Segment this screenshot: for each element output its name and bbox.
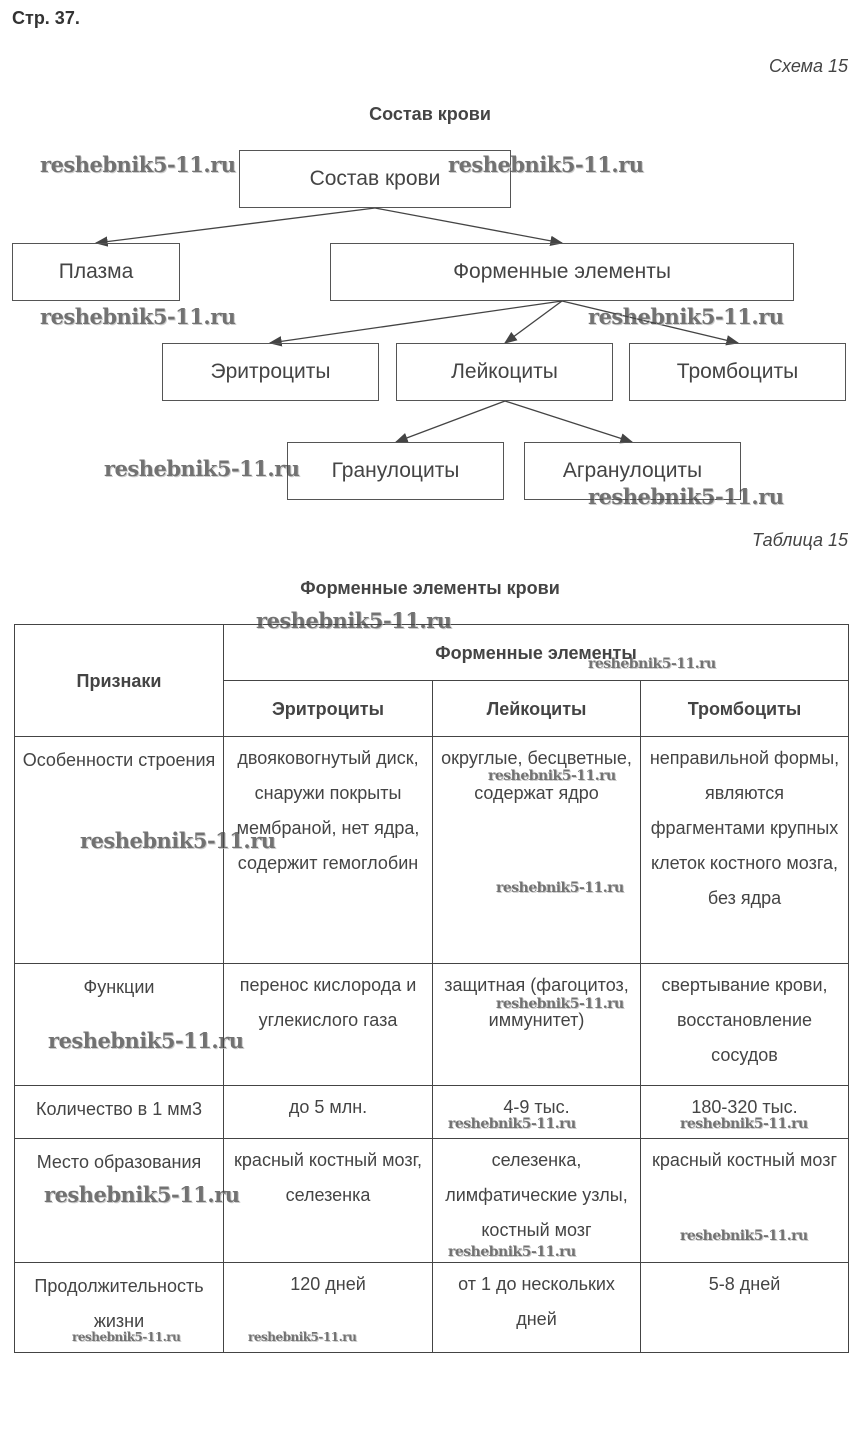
arrow-formed-thrombo [562, 301, 738, 343]
table-row [15, 1263, 849, 1353]
watermark: reshebnik5-11.ru [496, 880, 624, 896]
watermark: reshebnik5-11.ru [104, 456, 300, 481]
watermark: reshebnik5-11.ru [588, 304, 784, 329]
watermark: reshebnik5-11.ru [72, 1330, 181, 1344]
watermark: reshebnik5-11.ru [40, 152, 236, 177]
arrow-leuko-granulo [396, 401, 505, 442]
watermark: reshebnik5-11.ru [588, 656, 716, 672]
cell-thrombocytes: 5-8 дней [641, 1263, 849, 1353]
scheme-caption: Схема 15 [769, 56, 848, 76]
node-plasma: Плазма [12, 243, 180, 301]
watermark: reshebnik5-11.ru [680, 1116, 808, 1132]
row-sign: Количество в 1 мм3 [15, 1086, 224, 1139]
arrow-formed-leuko [505, 301, 562, 343]
table-row [15, 1086, 849, 1139]
watermark: reshebnik5-11.ru [496, 996, 624, 1012]
watermark: reshebnik5-11.ru [248, 1330, 357, 1344]
row-sign: Продолжительность жизни [15, 1263, 224, 1353]
cell-erythrocytes: 120 дней [224, 1263, 433, 1353]
node-granulocytes: Гранулоциты [287, 442, 504, 500]
header-signs: Признаки [15, 625, 224, 737]
page-number: Стр. 37. [12, 8, 80, 28]
table-caption: Таблица 15 [751, 530, 848, 550]
watermark: reshebnik5-11.ru [448, 152, 644, 177]
cell-leukocytes: 4-9 тыс. [433, 1086, 641, 1139]
watermark: reshebnik5-11.ru [40, 304, 236, 329]
arrow-formed-erythro [270, 301, 562, 343]
cell-erythrocytes: перенос кислорода и углекислого газа [224, 964, 433, 1086]
cell-leukocytes: округлые, бесцветные, содержат ядро [433, 737, 641, 964]
header-thrombocytes: Тромбоциты [641, 681, 849, 737]
cell-thrombocytes: красный костный мозг [641, 1139, 849, 1263]
node-blood-composition: Состав крови [239, 150, 511, 208]
watermark: reshebnik5-11.ru [588, 484, 784, 509]
watermark: reshebnik5-11.ru [680, 1228, 808, 1244]
header-erythrocytes: Эритроциты [224, 681, 433, 737]
arrow-root-formed [375, 208, 562, 243]
cell-erythrocytes: двояковогнутый диск, снаружи покрыты мембраной, нет ядра, содержит гемоглобин [224, 737, 433, 964]
watermark: reshebnik5-11.ru [256, 608, 452, 633]
node-leukocytes: Лейкоциты [396, 343, 613, 401]
watermark: reshebnik5-11.ru [80, 828, 276, 853]
arrow-leuko-agranulo [505, 401, 632, 442]
watermark: reshebnik5-11.ru [488, 768, 616, 784]
cell-thrombocytes: неправильной формы, являются фрагментами крупных клеток костного мозга, без ядра [641, 737, 849, 964]
cell-erythrocytes: красный костный мозг, селезенка [224, 1139, 433, 1263]
watermark: reshebnik5-11.ru [448, 1244, 576, 1260]
table-row [15, 737, 849, 964]
row-sign: Особенности строения [15, 737, 224, 964]
cell-leukocytes: защитная (фагоцитоз, иммунитет) [433, 964, 641, 1086]
formed-elements-table [14, 624, 849, 1353]
cell-thrombocytes: 180-320 тыс. [641, 1086, 849, 1139]
table-title: Форменные элементы крови [300, 578, 560, 598]
table-row [15, 1139, 849, 1263]
header-formed-elements: Форменные элементы [224, 625, 849, 681]
cell-erythrocytes: до 5 млн. [224, 1086, 433, 1139]
watermark: reshebnik5-11.ru [448, 1116, 576, 1132]
cell-leukocytes: от 1 до нескольких дней [433, 1263, 641, 1353]
cell-thrombocytes: свертывание крови, восстановление сосудов [641, 964, 849, 1086]
node-thrombocytes: Тромбоциты [629, 343, 846, 401]
scheme-title: Состав крови [369, 104, 491, 124]
arrow-root-plasma [96, 208, 375, 243]
node-erythrocytes: Эритроциты [162, 343, 379, 401]
node-formed-elements: Форменные элементы [330, 243, 794, 301]
row-sign: Место образования [15, 1139, 224, 1263]
watermark: reshebnik5-11.ru [44, 1182, 240, 1207]
node-agranulocytes: Агранулоциты [524, 442, 741, 500]
cell-leukocytes: селезенка, лимфатические узлы, костный мозг [433, 1139, 641, 1263]
header-leukocytes: Лейкоциты [433, 681, 641, 737]
watermark: reshebnik5-11.ru [48, 1028, 244, 1053]
row-sign: Функции [15, 964, 224, 1086]
table-row [15, 964, 849, 1086]
